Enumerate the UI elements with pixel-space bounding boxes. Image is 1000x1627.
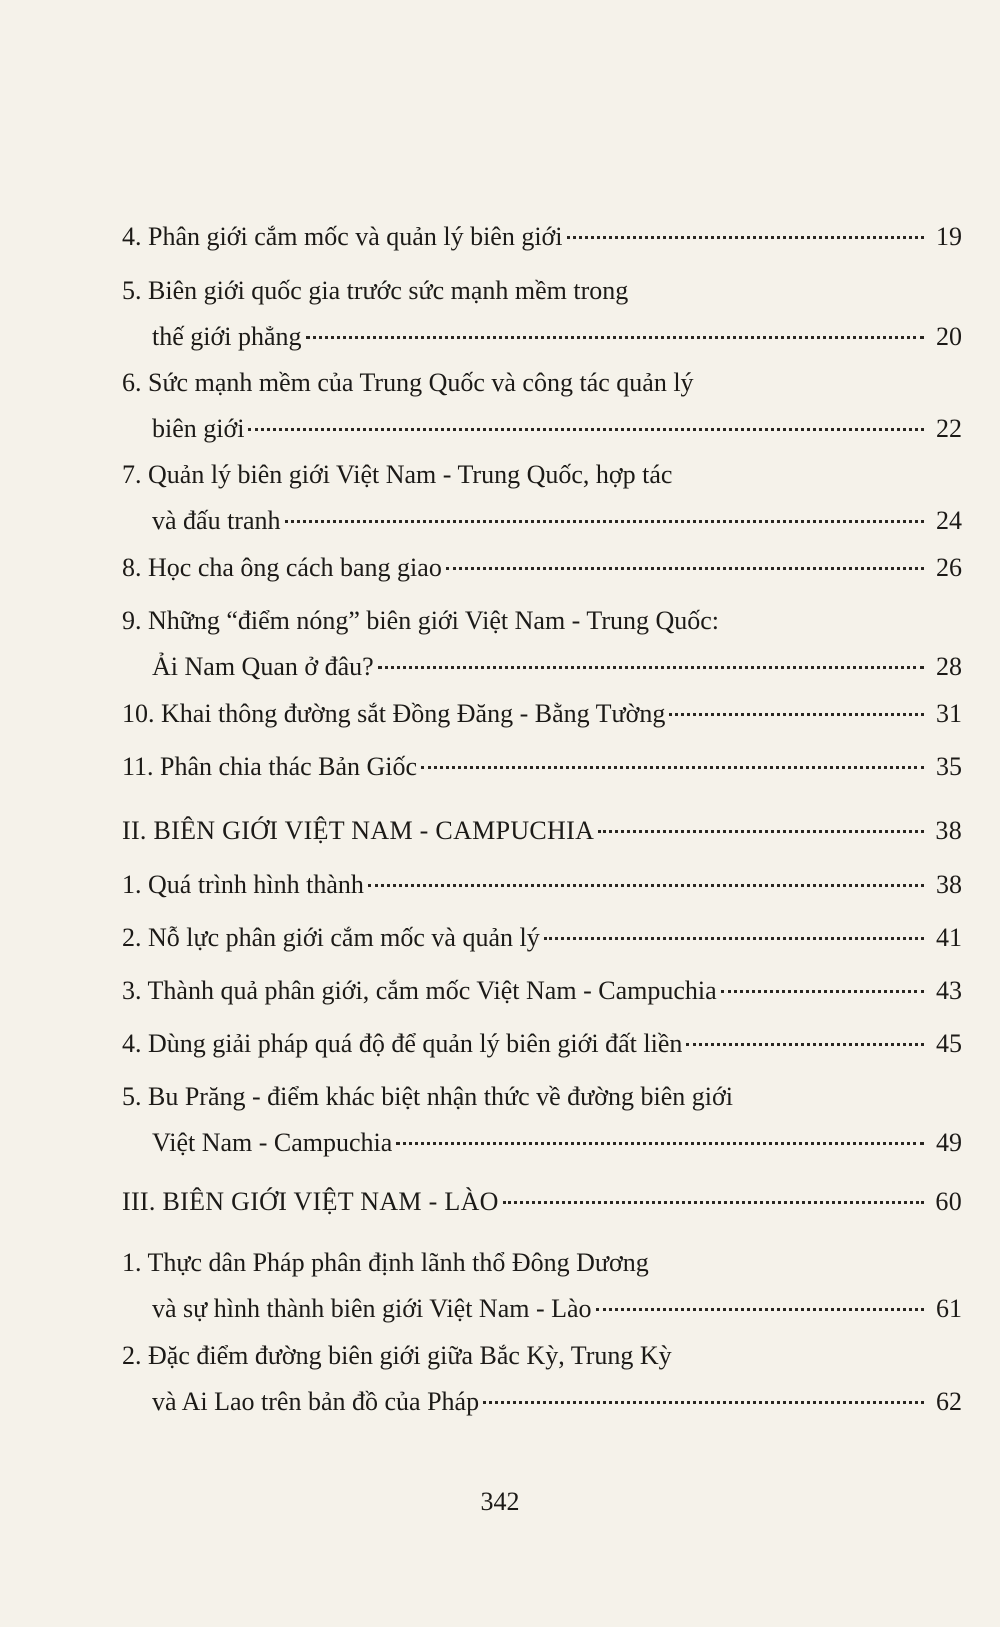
dot-leader (669, 713, 924, 716)
toc-entry-page: 60 (935, 1187, 962, 1216)
toc-entry-title-cont: thế giới phẳng (152, 322, 302, 351)
toc-section-heading (122, 808, 962, 854)
toc-entry-title: 4. Dùng giải pháp quá độ để quản lý biên giới đất liền (122, 1029, 683, 1058)
dot-leader (544, 937, 924, 940)
dot-leader (396, 1142, 924, 1145)
toc-entry-title: 5. Bu Prăng - điểm khác biệt nhận thức về đường biên giới (122, 1082, 733, 1111)
dot-leader (596, 1308, 924, 1311)
toc-entry-title-cont: biên giới (152, 414, 245, 443)
toc-section-heading (122, 1179, 962, 1225)
toc-entry-page: 24 (936, 506, 962, 535)
dot-leader (567, 236, 924, 239)
toc-entry-title-cont: và đấu tranh (152, 506, 281, 535)
toc-entry-page: 43 (936, 976, 962, 1005)
toc-entry (122, 862, 962, 908)
toc-entry (122, 968, 962, 1014)
dot-leader (686, 1043, 924, 1046)
toc-section-title: II. BIÊN GIỚI VIỆT NAM - CAMPUCHIA (122, 816, 595, 845)
toc-entry-page: 38 (936, 870, 962, 899)
dot-leader (248, 428, 924, 431)
toc-entry-page: 26 (936, 553, 962, 582)
toc-entry-title: 11. Phân chia thác Bản Giốc (122, 752, 418, 781)
page-number: 342 (480, 1487, 520, 1516)
toc-entry-title-cont: và Ai Lao trên bản đồ của Pháp (152, 1387, 480, 1416)
toc-entry (122, 744, 962, 790)
toc-entry-title: 3. Thành quả phân giới, cắm mốc Việt Nam - Campuchia (122, 976, 717, 1005)
dot-leader (503, 1201, 924, 1204)
toc-entry-title: 5. Biên giới quốc gia trước sức mạnh mềm trong (122, 276, 629, 305)
toc-entry-title: 9. Những “điểm nóng” biên giới Việt Nam - Trung Quốc: (122, 606, 720, 635)
toc-entry-title: 1. Quá trình hình thành (122, 870, 364, 899)
dot-leader (598, 830, 924, 833)
toc-entry (122, 1021, 962, 1067)
toc-entry-title: 4. Phân giới cắm mốc và quản lý biên giới (122, 222, 563, 251)
toc-entry-page: 22 (936, 414, 962, 443)
dot-leader (483, 1401, 924, 1404)
toc-entry (122, 1074, 962, 1166)
toc-entry-title-cont: Việt Nam - Campuchia (152, 1128, 393, 1157)
toc-entry-title: 7. Quản lý biên giới Việt Nam - Trung Quốc, hợp tác (122, 460, 673, 489)
dot-leader (446, 567, 924, 570)
toc-entry-page: 62 (936, 1387, 962, 1416)
toc-entry (122, 691, 962, 737)
toc-entry (122, 360, 962, 452)
toc-entry (122, 915, 962, 961)
dot-leader (285, 520, 924, 523)
toc-entry-page: 28 (936, 652, 962, 681)
toc-entry-title: 2. Nỗ lực phân giới cắm mốc và quản lý (122, 923, 540, 952)
toc-entry-title: 6. Sức mạnh mềm của Trung Quốc và công tác quản lý (122, 368, 694, 397)
toc-entry-title-cont: Ải Nam Quan ở đâu? (152, 652, 374, 681)
toc-entry (122, 598, 962, 690)
dot-leader (368, 884, 924, 887)
toc-entry-title: 10. Khai thông đường sắt Đồng Đăng - Bằng Tường (122, 699, 666, 728)
dot-leader (306, 336, 925, 339)
toc-entry (122, 545, 962, 591)
toc-entry-title: 1. Thực dân Pháp phân định lãnh thổ Đông Dương (122, 1248, 649, 1277)
toc-entry-page: 19 (936, 222, 962, 251)
toc-entry-page: 45 (936, 1029, 962, 1058)
toc-entry-title: 8. Học cha ông cách bang giao (122, 553, 442, 582)
dot-leader (378, 666, 924, 669)
toc-entry-page: 61 (936, 1294, 962, 1323)
toc-entry (122, 452, 962, 544)
toc-entry (122, 214, 962, 260)
toc-entry (122, 268, 962, 360)
toc-entry-page: 41 (936, 923, 962, 952)
dot-leader (721, 990, 924, 993)
toc-entry-title-cont: và sự hình thành biên giới Việt Nam - Lào (152, 1294, 592, 1323)
toc-entry-page: 20 (936, 322, 962, 351)
dot-leader (421, 766, 924, 769)
toc-entry-page: 31 (936, 699, 962, 728)
toc-entry-page: 49 (936, 1128, 962, 1157)
toc-entry-page: 35 (936, 752, 962, 781)
toc-entry (122, 1240, 962, 1332)
toc-entry-title: 2. Đặc điểm đường biên giới giữa Bắc Kỳ, Trung Kỳ (122, 1341, 672, 1370)
toc-entry-page: 38 (935, 816, 962, 845)
toc-entry (122, 1333, 962, 1425)
toc-section-title: III. BIÊN GIỚI VIỆT NAM - LÀO (122, 1187, 499, 1216)
